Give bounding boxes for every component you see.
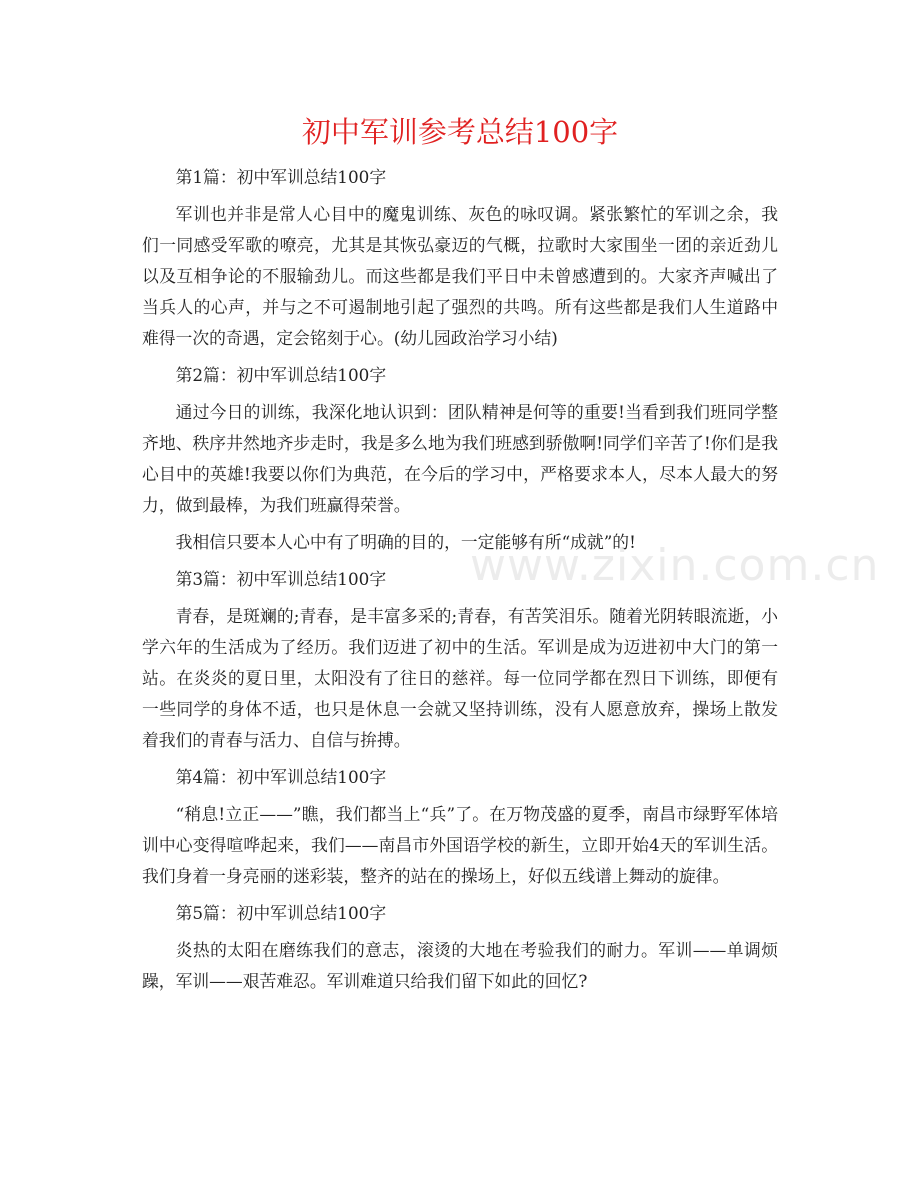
body-paragraph: 我相信只要本人心中有了明确的目的，一定能够有所“成就”的!	[175, 532, 636, 552]
section-heading: 第3篇：初中军训总结100字	[175, 569, 387, 589]
body-paragraph: “稍息!立正——”瞧，我们都当上“兵”了。在万物茂盛的夏季，南昌市绿野军体培训中心变得喧哗起来，我们——南昌市外国语学校的新生，立即开始4天的军训生活。我们身着一身亮丽的迷彩装，整齐的站在的操场上，好似五线谱上舞动的旋律。	[142, 804, 778, 886]
body-paragraph: 通过今日的训练，我深化地认识到：团队精神是何等的重要!当看到我们班同学整齐地、秩序井然地齐步走时，我是多么地为我们班感到骄傲啊!同学们辛苦了!你们是我心目中的英雄!我要以你们为典范，在今后的学习中，严格要求本人，尽本人最大的努力，做到最棒，为我们班赢得荣誉。	[142, 402, 778, 515]
body-paragraph: 炎热的太阳在磨练我们的意志，滚烫的大地在考验我们的耐力。军训——单调烦躁，军训——艰苦难忍。军训难道只给我们留下如此的回忆?	[142, 940, 778, 991]
watermark: www.zixin.com.cn	[470, 540, 880, 591]
document-title: 初中军训参考总结100字	[301, 115, 619, 149]
body-paragraph: 青春，是斑斓的;青春，是丰富多采的;青春，有苦笑泪乐。随着光阴转眼流逝，小学六年的生活成为了经历。我们迈进了初中的生活。军训是成为迈进初中大门的第一站。在炎炎的夏日里，太阳没有了往日的慈祥。每一位同学都在烈日下训练，即便有一些同学的身体不适，也只是休息一会就又坚持训练，没有人愿意放弃，操场上散发着我们的青春与活力、自信与拚搏。	[142, 606, 778, 750]
section-heading: 第1篇：初中军训总结100字	[175, 167, 387, 187]
body-paragraph: 军训也并非是常人心目中的魔鬼训练、灰色的咏叹调。紧张繁忙的军训之余，我们一同感受军歌的嘹亮，尤其是其恢弘豪迈的气概，拉歌时大家围坐一团的亲近劲儿以及互相争论的不服输劲儿。而这些都是我们平日中未曾感遭到的。大家齐声喊出了当兵人的心声，并与之不可遏制地引起了强烈的共鸣。所有这些都是我们人生道路中难得一次的奇遇，定会铭刻于心。(幼儿园政治学习小结)	[142, 204, 778, 348]
section-heading: 第2篇：初中军训总结100字	[175, 365, 387, 385]
section-heading: 第5篇：初中军训总结100字	[175, 903, 387, 923]
document-body	[142, 162, 778, 997]
section-heading: 第4篇：初中军训总结100字	[175, 767, 387, 787]
